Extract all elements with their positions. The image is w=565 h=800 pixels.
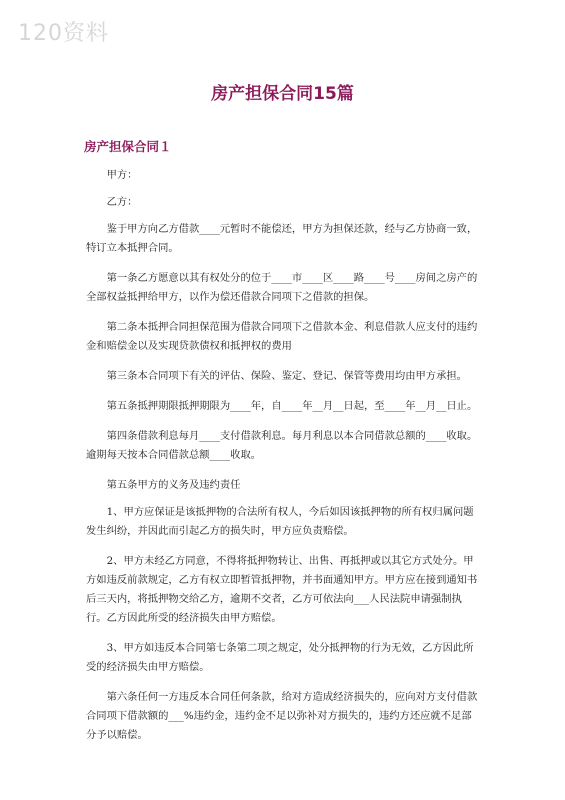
duty-item-3: 3、甲方如违反本合同第七条第二项之规定，处分抵押物的行为无效，乙方因此所受的经济损失由甲方赔偿。 — [86, 642, 474, 673]
party-a-line: 甲方： — [106, 169, 138, 181]
document-title: 房产担保合同15篇 — [211, 84, 354, 104]
duty-item-1: 1、甲方应保证是该抵押物的合法所有权人，今后如因该抵押物的所有权归属问题发生纠纷，并因此而引起乙方的损失时，甲方应负责赔偿。 — [86, 506, 474, 537]
party-b-line: 乙方： — [106, 196, 138, 208]
watermark-logo: 120资料 — [18, 21, 109, 46]
clause-3: 第三条本合同项下有关的评估、保险、鉴定、登记、保管等费用均由甲方承担。 — [106, 370, 467, 382]
duty-item-2: 2、甲方未经乙方同意，不得将抵押物转让、出售、再抵押或以其它方式处分。甲方如违反前款规定，乙方有权立即暂管抵押物，并书面通知甲方。甲方应在接到通知书后三天内，将抵押物交给乙方，逾期不交者，乙方可依法向___人民法院申请强制执行。乙方因此所受的经济损失由甲方赔偿。 — [86, 555, 478, 624]
clause-6: 第六条任何一方违反本合同任何条款，给对方造成经济损失的，应向对方支付借款合同项下借款额的___%违约金，违约金不足以弥补对方损失的，违约方还应就不足部分予以赔偿。 — [86, 691, 478, 741]
clause-interest: 第四条借款利息每月____支付借款利息。每月利息以本合同借款总额的____收取。逾期每天按本合同借款总额____收取。 — [86, 430, 478, 461]
section-heading: 房产担保合同１ — [84, 139, 172, 154]
clause-party-a-duties: 第五条甲方的义务及违约责任 — [106, 479, 241, 491]
clause-mortgage-term: 第五条抵押期限抵押期限为____年，自____年__月__日起，至____年__月__日止。 — [106, 400, 478, 412]
clause-2: 第二条本抵押合同担保范围为借款合同项下之借款本金、利息借款人应支付的违约金和赔偿金以及实现贷款债权和抵押权的费用 — [86, 321, 478, 352]
clause-1: 第一条乙方愿意以其有权处分的位于____市____区____路____号____房间之房产的全部权益抵押给甲方，以作为偿还借款合同项下之借款的担保。 — [86, 272, 478, 303]
contract-preamble: 鉴于甲方向乙方借款____元暂时不能偿还，甲方为担保还款，经与乙方协商一致，特订立本抵押合同。 — [86, 223, 478, 254]
contract-body — [86, 166, 480, 756]
